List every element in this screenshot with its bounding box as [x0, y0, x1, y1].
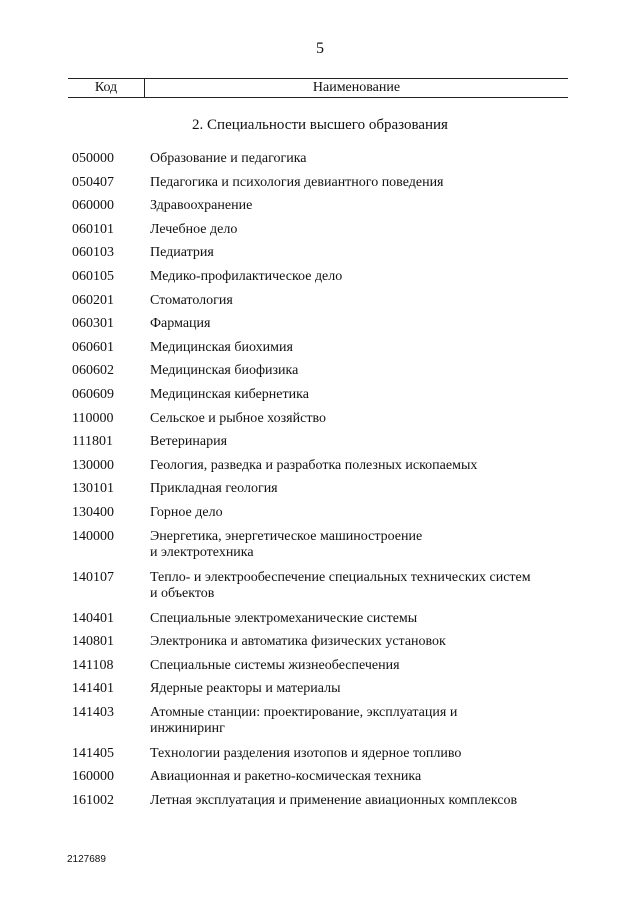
- specialty-name-line: Тепло- и электрообеспечение специальных технических систем: [150, 569, 531, 585]
- specialty-code: 140000: [72, 528, 114, 544]
- specialty-code: 130000: [72, 457, 114, 473]
- list-item: [72, 336, 572, 360]
- specialty-code: 060609: [72, 386, 114, 402]
- list-item: [72, 359, 572, 383]
- specialty-name: [150, 705, 572, 737]
- specialty-name: Медицинская биохимия: [150, 339, 293, 355]
- specialty-name: Ядерные реакторы и материалы: [150, 681, 341, 697]
- specialty-code: 060301: [72, 316, 114, 332]
- specialty-list: [72, 147, 572, 813]
- list-item: [72, 383, 572, 407]
- specialty-name: Электроника и автоматика физических установок: [150, 634, 446, 650]
- specialty-code: 141401: [72, 681, 114, 697]
- specialty-code: 161002: [72, 793, 114, 809]
- list-item: [72, 654, 572, 678]
- specialty-code: 140107: [72, 569, 114, 585]
- column-header-code: Код: [68, 79, 145, 97]
- specialty-name-line: инжиниринг: [150, 720, 225, 736]
- specialty-name: Технологии разделения изотопов и ядерное топливо: [150, 745, 462, 761]
- specialty-code: 060105: [72, 268, 114, 284]
- specialty-code: 060601: [72, 339, 114, 355]
- specialty-code: 111801: [72, 434, 113, 450]
- specialty-name: Образование и педагогика: [150, 151, 307, 166]
- specialty-code: 050000: [72, 151, 114, 166]
- list-item: [72, 630, 572, 654]
- list-item: [72, 765, 572, 789]
- list-item: [72, 477, 572, 501]
- list-item: [72, 289, 572, 313]
- list-item: [72, 241, 572, 265]
- specialty-name-line: Атомные станции: проектирование, эксплуатация и: [150, 704, 458, 720]
- list-item: [72, 407, 572, 431]
- specialty-code: 141405: [72, 745, 114, 761]
- specialty-code: 140401: [72, 610, 114, 626]
- list-item: [72, 701, 572, 742]
- column-header-name: Наименование: [312, 80, 401, 95]
- specialty-name: Лечебное дело: [150, 221, 238, 237]
- specialty-code: 130101: [72, 481, 114, 497]
- specialty-name: [150, 570, 572, 602]
- specialty-name: Педагогика и психология девиантного поведения: [150, 174, 444, 190]
- specialty-name: Сельское и рыбное хозяйство: [150, 410, 326, 426]
- specialty-name-line: и электротехника: [150, 544, 254, 560]
- table-header: [68, 78, 568, 98]
- specialty-name: Специальные системы жизнеобеспечения: [150, 657, 400, 673]
- list-item: [72, 218, 572, 242]
- specialty-code: 060101: [72, 221, 114, 237]
- list-item: [72, 566, 572, 607]
- specialty-code: 060201: [72, 292, 114, 308]
- specialty-name: Авиационная и ракетно-космическая техника: [150, 769, 422, 785]
- specialty-name: Здравоохранение: [150, 198, 253, 214]
- specialty-name: Стоматология: [150, 292, 233, 308]
- specialty-name: Медико-профилактическое дело: [150, 268, 343, 284]
- document-id: 2127689: [67, 854, 106, 865]
- page-number: 5: [316, 40, 324, 57]
- specialty-name-line: Энергетика, энергетическое машиностроение: [150, 528, 423, 544]
- specialty-code: 050407: [72, 174, 114, 190]
- specialty-name: Прикладная геология: [150, 481, 278, 497]
- list-item: [72, 454, 572, 478]
- list-item: [72, 501, 572, 525]
- list-item: [72, 742, 572, 766]
- list-item: [72, 430, 572, 454]
- specialty-name: Специальные электромеханические системы: [150, 610, 418, 626]
- specialty-name: Ветеринария: [150, 434, 228, 450]
- specialty-name: Горное дело: [150, 504, 223, 520]
- specialty-code: 140801: [72, 634, 114, 650]
- specialty-code: 060602: [72, 363, 114, 379]
- specialty-name: Педиатрия: [150, 245, 214, 261]
- list-item: [72, 525, 572, 566]
- specialty-name: Геология, разведка и разработка полезных ископаемых: [150, 457, 478, 473]
- specialty-code: 141108: [72, 657, 114, 673]
- specialty-name: Медицинская кибернетика: [150, 386, 309, 402]
- specialty-code: 141403: [72, 704, 114, 720]
- list-item: [72, 194, 572, 218]
- list-item: [72, 171, 572, 195]
- section-title: 2. Специальности высшего образования: [192, 117, 448, 133]
- list-item: [72, 312, 572, 336]
- list-item: [72, 147, 572, 171]
- specialty-name-line: и объектов: [150, 585, 215, 601]
- list-item: [72, 607, 572, 631]
- list-item: [72, 789, 572, 813]
- list-item: [72, 265, 572, 289]
- specialty-name: Фармация: [150, 316, 211, 332]
- specialty-code: 110000: [72, 410, 114, 426]
- specialty-name: [150, 529, 572, 561]
- specialty-code: 060000: [72, 198, 114, 214]
- specialty-name: Медицинская биофизика: [150, 363, 299, 379]
- specialty-code: 160000: [72, 769, 114, 785]
- specialty-code: 130400: [72, 504, 114, 520]
- list-item: [72, 677, 572, 701]
- specialty-name: Летная эксплуатация и применение авиационных комплексов: [150, 793, 518, 809]
- specialty-code: 060103: [72, 245, 114, 261]
